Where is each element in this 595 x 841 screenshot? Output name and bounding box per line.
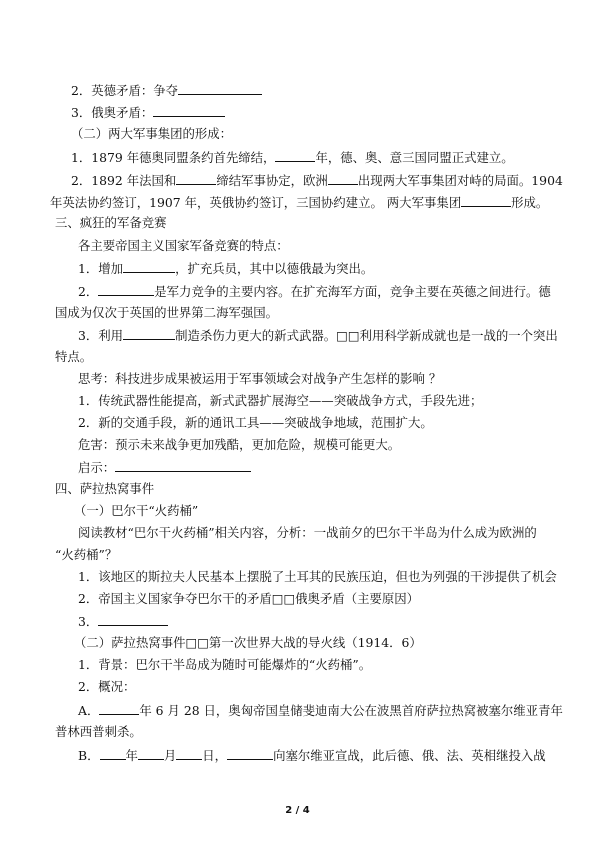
text-line <box>50 194 548 211</box>
line-text: 年 <box>125 748 138 763</box>
fill-blank[interactable] <box>227 747 273 760</box>
line-text: （二）萨拉热窝事件□□第一次世界大战的导火线（1914．6） <box>74 635 422 650</box>
line-text: 四、萨拉热窝事件 <box>55 481 155 496</box>
line-text: 3．利用 <box>78 328 124 343</box>
line-text: （二）两大军事集团的形成： <box>71 126 233 141</box>
text-line <box>78 591 419 607</box>
fill-blank[interactable] <box>100 747 126 760</box>
text-line <box>71 149 514 166</box>
text-line <box>78 657 371 673</box>
text-line <box>55 349 92 365</box>
text-line <box>55 547 117 563</box>
line-text: 出现两大军事集团对峙的局面。1904 <box>357 173 563 188</box>
text-line <box>71 82 262 99</box>
line-text: 年 6 月 28 日，奥匈帝国皇储斐迪南大公在波黑首府萨拉热窝被塞尔维亚青年 <box>139 703 563 718</box>
fill-blank[interactable] <box>98 283 154 296</box>
line-text: 2．新的交通手段，新的通讯工具——突破战争地域，范围扩大。 <box>78 415 433 430</box>
line-text: A． <box>78 703 100 718</box>
line-text: 2．英德矛盾：争夺 <box>71 83 179 98</box>
fill-blank[interactable] <box>176 747 202 760</box>
line-text: 向塞尔维亚宣战，此后德、俄、法、英相继投入战 <box>273 748 546 763</box>
text-line <box>71 104 225 121</box>
text-line <box>78 393 482 409</box>
line-text: 危害：预示未来战争更加残酷，更加危险，规模可能更大。 <box>78 437 401 452</box>
text-line <box>78 238 289 254</box>
line-text: 月 <box>163 748 177 763</box>
text-line <box>78 459 251 476</box>
line-text: 3． <box>78 614 99 629</box>
fill-blank[interactable] <box>99 702 139 715</box>
line-text: 2． <box>78 284 99 299</box>
section-heading <box>55 215 167 231</box>
text-line <box>71 172 563 189</box>
line-text: （一）巴尔干“火药桶” <box>74 503 199 518</box>
line-text: 1．背景：巴尔干半岛成为随时可能爆炸的“火药桶”。 <box>78 657 372 672</box>
text-line <box>78 569 557 585</box>
text-line <box>78 747 546 764</box>
section-heading <box>74 635 422 651</box>
line-text: 形成。 <box>511 195 549 210</box>
text-line <box>78 260 373 277</box>
fill-blank[interactable] <box>275 149 315 162</box>
section-heading <box>55 481 154 497</box>
line-text: 普林西普刺杀。 <box>55 724 142 739</box>
fill-blank[interactable] <box>138 747 164 760</box>
line-text: 国成为仅次于英国的世界第二海军强国。 <box>55 305 279 320</box>
section-heading <box>74 503 198 519</box>
line-text: B． <box>78 748 100 763</box>
fill-blank[interactable] <box>153 104 225 117</box>
text-line <box>78 437 400 453</box>
line-text: “火药桶”？ <box>55 547 118 562</box>
line-text: 2．概况： <box>78 679 136 694</box>
text-line <box>55 305 278 321</box>
fill-blank[interactable] <box>123 260 175 273</box>
line-text: 思考：科技进步成果被运用于军事领域会对战争产生怎样的影响 ？ <box>78 371 442 386</box>
line-text: 制造杀伤力更大的新式武器。□□利用科学新成就也是一战的一个突出 <box>175 328 558 343</box>
line-text: 三、疯狂的军备竞赛 <box>55 215 167 230</box>
text-line <box>78 702 563 719</box>
text-line <box>78 525 537 541</box>
fill-blank[interactable] <box>178 82 262 95</box>
page-number: 2 / 4 <box>285 805 310 816</box>
text-line <box>55 724 142 740</box>
section-heading <box>71 126 232 142</box>
line-text: 1．传统武器性能提高，新式武器扩展海空——突破战争方式，手段先进； <box>78 393 483 408</box>
fill-blank[interactable] <box>461 194 511 207</box>
line-text: 2．1892 年法国和 <box>71 173 177 188</box>
fill-blank[interactable] <box>176 172 216 185</box>
line-text: 启示： <box>78 460 116 475</box>
text-line <box>78 327 558 344</box>
fill-blank[interactable] <box>115 459 251 472</box>
line-text: 1．1879 年德奥同盟条约首先缔结， <box>71 150 276 165</box>
line-text: 日， <box>202 748 228 763</box>
line-text: 各主要帝国主义国家军备竞赛的特点： <box>78 238 289 253</box>
line-text: 阅读教材“巴尔干火药桶”相关内容，分析：一战前夕的巴尔干半岛为什么成为欧洲的 <box>78 525 537 540</box>
fill-blank[interactable] <box>328 172 358 185</box>
line-text: 特点。 <box>55 349 93 364</box>
line-text: 缔结军事协定，欧洲 <box>216 173 328 188</box>
text-line <box>78 415 433 431</box>
text-line <box>78 283 551 300</box>
line-text: 3．俄奥矛盾： <box>71 105 154 120</box>
line-text: 年，德、奥、意三国同盟正式建立。 <box>315 150 514 165</box>
text-line <box>78 371 441 387</box>
line-text: 1．该地区的斯拉夫人民基本上摆脱了土耳其的民族压迫，但也为列强的干涉提供了机会 <box>78 569 557 584</box>
line-text: ，扩充兵员，其中以德俄最为突出。 <box>175 261 374 276</box>
fill-blank[interactable] <box>98 613 168 626</box>
text-line <box>78 679 135 695</box>
line-text: 1．增加 <box>78 261 124 276</box>
text-line <box>78 613 168 630</box>
line-text: 年英法协约签订，1907 年，英俄协约签订，三国协约建立。 两大军事集团 <box>50 195 462 210</box>
line-text: 2．帝国主义国家争夺巴尔干的矛盾□□俄奥矛盾（主要原因） <box>78 591 420 606</box>
line-text: 是军力竞争的主要内容。在扩充海军方面，竞争主要在英德之间进行。德 <box>154 284 551 299</box>
fill-blank[interactable] <box>123 327 175 340</box>
